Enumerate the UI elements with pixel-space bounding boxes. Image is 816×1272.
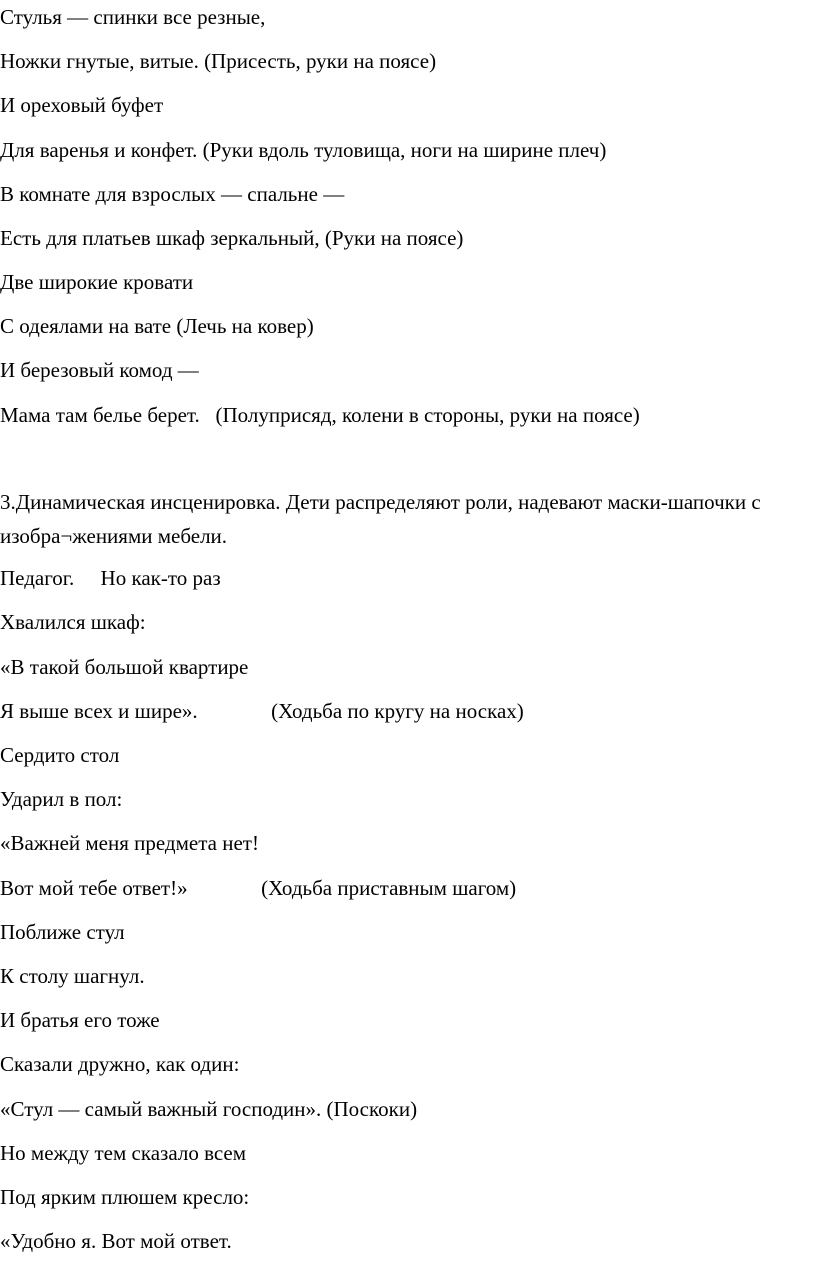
verse-line: Хвалился шкаф: bbox=[0, 610, 146, 634]
verse-line: «Удобно я. Вот мой ответ. bbox=[0, 1229, 232, 1253]
verse-line: Для варенья и конфет. (Руки вдоль туловища, ноги на ширине плеч) bbox=[0, 138, 607, 162]
verse-line: Педагог. Но как-то раз bbox=[0, 566, 221, 590]
verse-line: Но между тем сказало всем bbox=[0, 1141, 247, 1165]
verse-line: «Стул — самый важный господин». (Поскоки) bbox=[0, 1097, 418, 1121]
verse-line: Сказали дружно, как один: bbox=[0, 1052, 240, 1076]
verse-line: «Важней меня предмета нет! bbox=[0, 831, 259, 855]
verse-line: Вот мой тебе ответ!» (Ходьба приставным шагом) bbox=[0, 876, 517, 900]
verse-line: Под ярким плюшем кресло: bbox=[0, 1185, 250, 1209]
verse-line: И братья его тоже bbox=[0, 1008, 160, 1032]
verse-line: С одеялами на вате (Лечь на ковер) bbox=[0, 314, 314, 338]
verse-line: К столу шагнул. bbox=[0, 964, 145, 988]
verse-line: Стулья — спинки все резные, bbox=[0, 5, 266, 29]
verse-line: Две широкие кровати bbox=[0, 270, 194, 294]
verse-line: И ореховый буфет bbox=[0, 93, 164, 117]
verse-line: Сердито стол bbox=[0, 743, 120, 767]
verse-line: Мама там белье берет. (Полуприсяд, колени в стороны, руки на поясе) bbox=[0, 403, 640, 427]
verse-line: Есть для платьев шкаф зеркальный, (Руки на поясе) bbox=[0, 226, 464, 250]
verse-line: В комнате для взрослых — спальне — bbox=[0, 182, 345, 206]
verse-line: Поближе стул bbox=[0, 920, 125, 944]
verse-line: И березовый комод — bbox=[0, 358, 199, 382]
verse-line: Ударил в пол: bbox=[0, 787, 123, 811]
section-heading: 3.Динамическая инсценировка. Дети распределяют роли, надевают маски-шапочки с изобра¬жениями мебели. bbox=[0, 490, 761, 548]
verse-line: Ножки гнутые, витые. (Присесть, руки на поясе) bbox=[0, 49, 437, 73]
verse-line: «В такой большой квартире bbox=[0, 655, 249, 679]
verse-line: Я выше всех и шире». (Ходьба по кругу на носках) bbox=[0, 699, 524, 723]
